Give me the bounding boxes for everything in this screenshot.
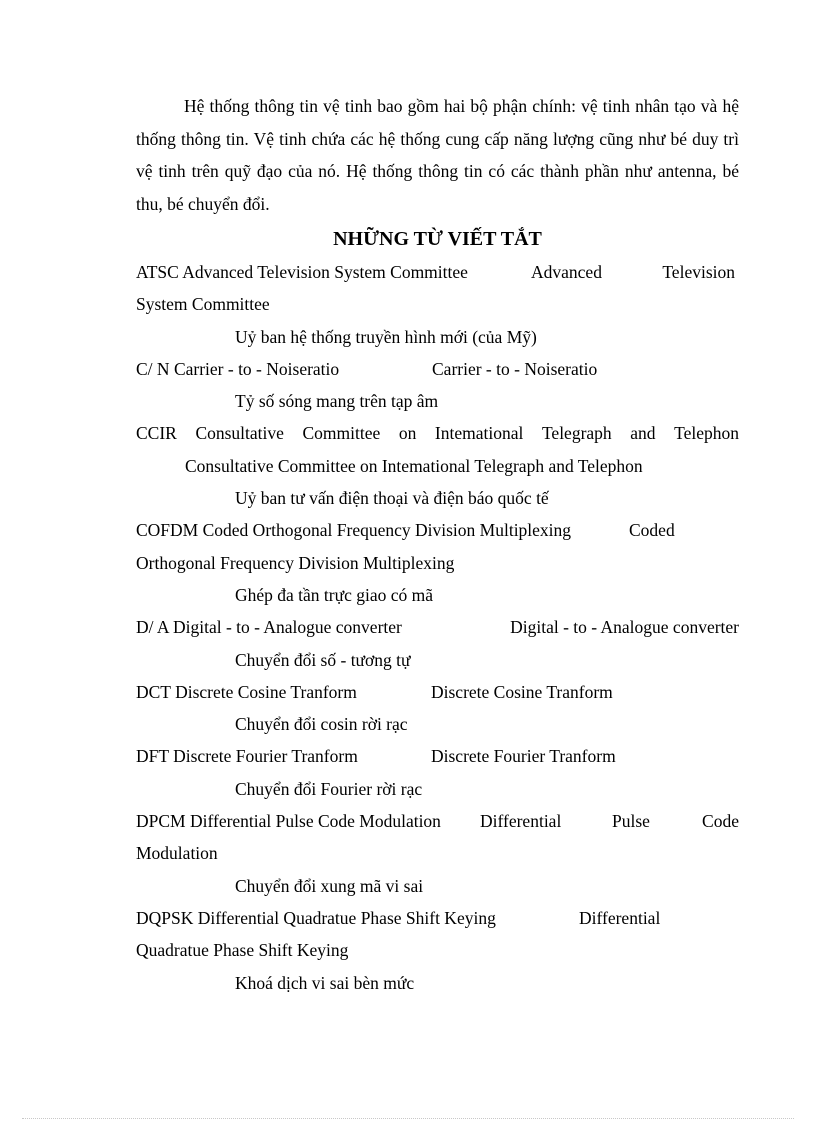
abbr-cofdm-continuation: Orthogonal Frequency Division Multiplexing [136, 552, 455, 573]
abbr-dct-code: DCT [136, 681, 171, 702]
abbr-dft-line [136, 740, 739, 772]
abbr-atsc-w1: Advanced [531, 262, 602, 282]
abbr-cofdm-translation: Ghép đa tần trực giao có mã [235, 584, 434, 605]
abbr-ccir-word: CCIR [136, 423, 177, 444]
abbr-ccir-line [136, 417, 739, 449]
abbr-dqpsk-term: DQPSK Differential Quadratue Phase Shift Keying [136, 907, 496, 928]
abbr-ccir-repeat: Consultative Committee on Intemational Telegraph and Telephon [185, 455, 643, 476]
abbr-dct-translation: Chuyển đổi cosin rời rạc [235, 714, 408, 735]
abbr-da-term: Digital - to - Analogue converter [172, 617, 402, 638]
abbr-ccir-word: Committee [302, 423, 381, 444]
abbr-dpcm-translation: Chuyển đổi xung mã vi sai [235, 875, 424, 896]
intro-paragraph: Hệ thống thông tin vệ tinh bao gồm hai bộ phận chính: vệ tinh nhân tạo và hệ thống thông tin. Vệ tinh chứa các hệ thống cung cấp năng lượng cũng như bé duy trì vệ tinh trên quỹ đạo của nó. Hệ thống thông tin có các thành phần như antenna, bé thu, bé chuyển đổi. [136, 96, 739, 214]
abbr-dpcm-w2: Pulse [612, 811, 650, 832]
abbr-da-code: D/ A [136, 617, 169, 638]
abbr-atsc-w2: Television [662, 262, 735, 282]
abbr-dqpsk-continuation: Quadratue Phase Shift Keying [136, 940, 349, 961]
abbr-ccir-translation: Uỷ ban tư vấn điện thoại và điện báo quốc tế [235, 488, 549, 509]
abbr-cn-repeat: Carrier - to - Noiseratio [432, 358, 598, 379]
abbr-dqpsk-w1: Differential [579, 907, 661, 928]
abbr-dct-term: Discrete Cosine Tranform [175, 681, 357, 702]
abbr-da-translation: Chuyển đổi số - tương tự [235, 649, 411, 670]
abbr-dct-repeat: Discrete Cosine Tranform [431, 681, 613, 702]
abbr-cofdm-term: COFDM Coded Orthogonal Frequency Division Multiplexing [136, 520, 572, 541]
abbr-ccir-word: on [398, 423, 417, 444]
abbr-atsc-continuation: System Committee [136, 294, 270, 315]
abbr-dqpsk-line [136, 902, 739, 934]
abbr-cn-line [136, 353, 739, 385]
abbr-dpcm-term: DPCM Differential Pulse Code Modulation [136, 811, 441, 832]
abbr-da-repeat: Digital - to - Analogue converter [510, 617, 739, 638]
page-bottom-divider [22, 1118, 794, 1119]
abbr-dpcm-w3: Code [702, 811, 739, 832]
abbr-atsc-term: Advanced Television System Committee [182, 262, 468, 282]
abbr-da-line [136, 611, 739, 643]
abbr-atsc-line [136, 256, 739, 288]
abbr-cn-term: Carrier - to - Noiseratio [173, 358, 340, 379]
abbr-ccir-word: Telephon [674, 423, 739, 444]
abbr-cofdm-w1: Coded [629, 520, 675, 541]
abbr-ccir-word: and [630, 423, 656, 444]
abbr-cn-code: C/ N [136, 358, 170, 379]
abbr-dft-code: DFT [136, 746, 169, 767]
abbr-atsc-translation: Uỷ ban hệ thống truyền hình mới (của Mỹ) [235, 326, 537, 347]
abbr-dpcm-w1: Differential [480, 811, 562, 832]
abbr-dpcm-line [136, 805, 739, 837]
abbreviations-heading: NHỮNG TỪ VIẾT TẮT [333, 228, 542, 250]
abbr-cofdm-line [136, 514, 739, 546]
abbr-dft-translation: Chuyển đổi Fourier rời rạc [235, 778, 423, 799]
abbr-atsc-code: ATSC [136, 262, 179, 282]
abbr-dqpsk-translation: Khoá dịch vi sai bèn mức [235, 972, 415, 993]
abbr-dft-term: Discrete Fourier Tranform [173, 746, 358, 767]
abbr-ccir-word: Consultative [195, 423, 284, 444]
abbr-dft-repeat: Discrete Fourier Tranform [431, 746, 616, 767]
abbr-ccir-word: Intemational [434, 423, 524, 444]
abbr-ccir-word: Telegraph [541, 423, 612, 444]
abbr-dpcm-continuation: Modulation [136, 843, 218, 864]
document-page [136, 90, 739, 999]
abbr-dct-line [136, 676, 739, 708]
abbr-cn-translation: Tỷ số sóng mang trên tạp âm [235, 391, 439, 412]
